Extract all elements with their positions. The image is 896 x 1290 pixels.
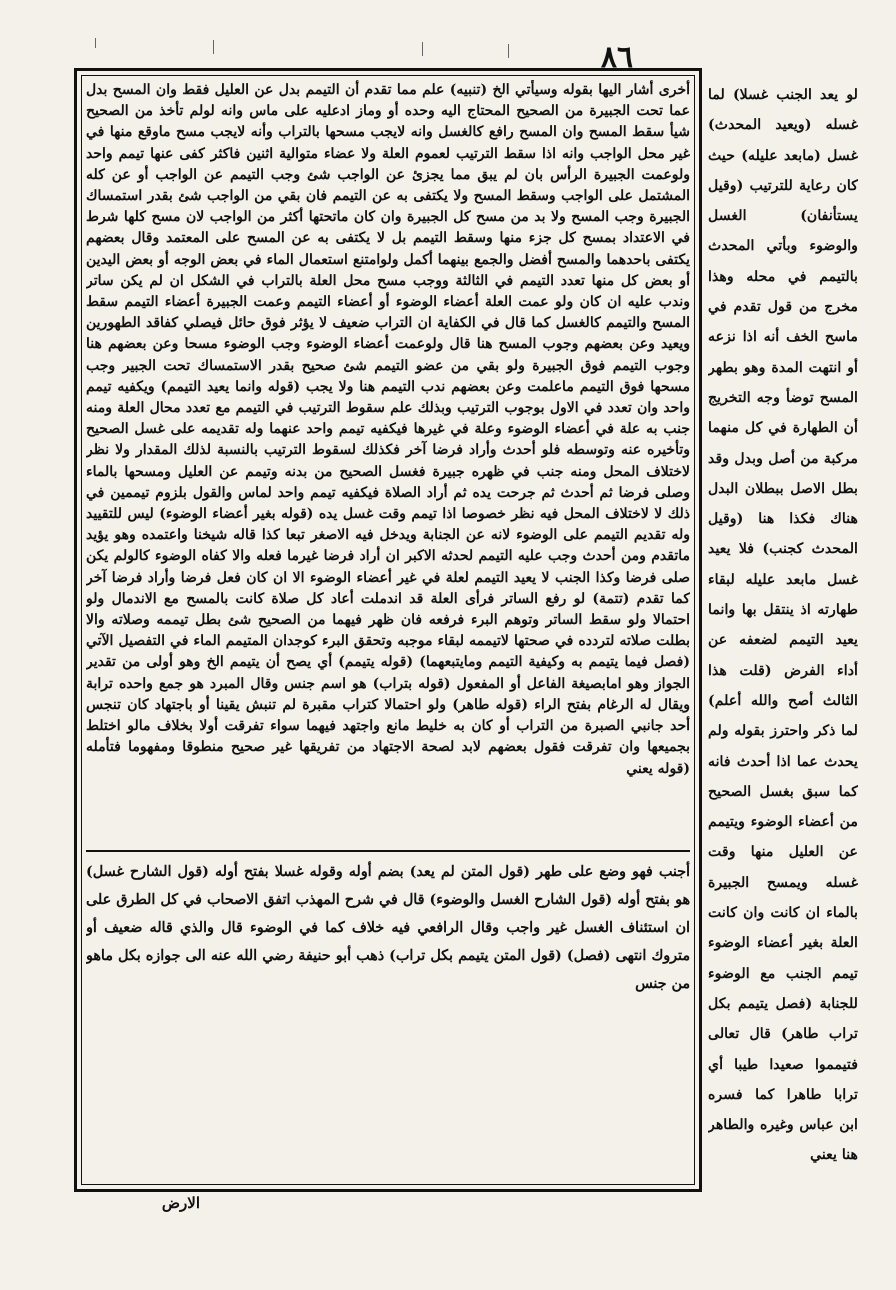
footnote-divider xyxy=(86,850,690,852)
main-commentary-text: أخرى أشار اليها بقوله وسيأتي الخ (تنبيه) علم مما تقدم أن التيمم بدل عن العليل فقط وان المسح بدل عما تحت الجبيرة من الصحيح المحتاج اليه وحده أو وماز ادعليه على ماس وانه لولم تأخذ من الصحيح شيأ سقط المسح وان المسح رافع كالغسل وانه لايجب مسحها بالتراب وأنه لايجب مسح ماوقع منها في غير محل الواجب وانه اذا سقط الترتيب لعموم العلة ولا عضاء متوالية اثنين فاكثر كفى عنها تيمم واحد ولوعمت الجبيرة الرأس بان لم يبق مما يجزئ عن الواجب شئ وجب التيمم عن الواجب أو عن كله المشتمل على الواجب وسقط المسح ولا يكتفى به عن التيمم فان بقي من الواجب شئ بقدر استمساك الجبيرة وجب المسح ولا بد من مسح كل الجبيرة وان كان ماتحتها أكثر من الواجب لان مسح كلها شرط في الاعتداد بمسح كل جزء منها وسقط التيمم بل لا يكتفى به عن المسح على المعتمد وقال بعضهم يكتفى باحدهما والمسح أفضل والجمع بينهما أكمل ولوامتنع استعمال الماء في بعض الوجه أو بعض اليدين أو بعض كل منها تعدد التيمم في الثالثة ووجب مسح محل العلة بالتراب في الشكل ان لم يكن ساتر وندب عليه ان كان ولو عمت العلة أعضاء الوضوء أو أعضاء التيمم وعمت الجبيرة أعضاء التيمم سقط المسح والتيمم كالغسل كما قال في الكفاية ان التراب ضعيف لا يؤثر فوق حائل فيصلي كفاقد الطهورين ويعيد وعن بعضهم وجوب المسح هنا قال ولوعمت أعضاء الوضوء وجب الوضوء مسحا وعن بعضهم هنا وجوب التيمم فوق الجبيرة ولو بقي من عضو التيمم شئ صحيح بقدر الاستمساك تحت الجبير وجب مسحها فوق التيمم ماعلمت وعن بعضهم ندب التيمم هنا ولا يجب (قوله وانما يعيد التيمم) ويكفيه تيمم واحد وان تعدد في الاول بوجوب الترتيب وبذلك علم سقوط الترتيب في التيمم مع تعدد محال العلة ومنه جنب به علة في أعضاء الوضوء وعلة في غيرها فيكفيه تيمم واحد عنهما وله تقديمه على غسل الصحيح وتأخيره عنه وتوسطه فلو أحدث وأراد فرضا آخر فكذلك لسقوط الترتيب بالنسبة لذلك المقدار ولا نظر لاختلاف المحل ومنه جنب في ظهره جبيرة فغسل الصحيح من بدنه وتيمم عن العليل ومسحها بالماء وصلى فرضا ثم أحدث ثم جرحت يده ثم أراد الصلاة فيكفيه تيمم واحد لماس والقول بلزوم تيممين في ذلك لا لاختلاف المحل فيه نظر خصوصا اذا تيمم وقت غسل يده (قوله بغير أعضاء الوضوء) ليس للتقييد وله تقديم التيمم على الوضوء لانه عن الجنابة ويدخل فيه الاصغر تبعا كذا قاله شيخنا واعتمده وهو يؤيد ماتقدم ومن أحدث وجب عليه التيمم لحدثه الاكبر ان أراد فرضا غيرما فعله والا كفاه الوضوء كالولم يكن صلى فرضا وكذا الجنب لا يعيد التيمم لعلة في غير أعضاء الوضوء الا ان كان فعل فرضا وأراد فرضا آخر كما تقدم (تتمة) لو رفع الساتر فرأى العلة قد اندملت أعاد كل صلاة كانت بالمسح مع الاندمال ولو احتمالا ولو سقط الساتر وتوهم البرء فرفعه فان ظهر فيهما من الصحيح شئ بطل تيممه وصلاته والا بطلت صلاته لتردده في صحتها لاتيممه لبقاء موجبه وتحقق البرء كوجدان المتيمم الماء في التفصيل الآتي (فصل فيما يتيمم به وكيفية التيمم ومايتبعهما) (قوله يتيمم) أي يصح أن يتيمم الخ وهو أولى من تقدير الجواز وهو امابصيغة الفاعل أو المفعول (قوله بتراب) هو اسم جنس وقال المبرد هو جمع واحده ترابة ويقال له الرغام بفتح الراء (قوله طاهر) ولو احتمالا كتراب مقبرة لم تنبش يقينا أو باجتهاد كان تنجس أحد جانبي الصبرة من التراب أو كان به خليط مانع واجتهد فيهما سواء تفرقت أولا بخلاف مالو اختلط بجميعها وان تفرقت فقول بعضهم لابد لصحة الاجتهاد من تفريقها غير صحيح منطوقا ومفهوما فتأمله (قوله يعني xyxy=(86,82,690,777)
margin-text-block xyxy=(708,80,858,1190)
catchword: الارض xyxy=(161,1194,200,1212)
footnote-text: أجنب فهو وضع على طهر (قول المتن لم يعد) بضم أوله وقوله غسلا بفتح أوله (قول الشارح غسل) هو بفتح أوله (قول الشارح الغسل والوضوء) قال في شرح المهذب اتفق الاصحاب في كل الطرق على ان استئناف الغسل غير واجب وقال الرافعي فيه خلاف كما في الوضوء قال والذي قاله ضعيف أو متروك انتهى (فصل) (قول المتن يتيمم بكل تراب) ذهب أبو حنيفة رضي الله عنه الى جوازه بكل ماهو من جنس xyxy=(86,864,690,992)
margin-text: لو يعد الجنب غسلا) لما غسله (ويعيد المحدث) غسل (مابعد عليله) حيث كان رعاية للترتيب (وقيل يستأنفان) الغسل والوضوء وبأتي المحدث بالتيمم في محله وهذا مخرج من قول تقدم في ماسح الخف أنه اذا نزعه أو انتهت المدة وهو بطهر المسح توضأ وجه التخريج أن الطهارة في كل منهما مركبة من أصل وبدل وقد بطل الاصل ببطلان البدل هناك فكذا هنا (وقيل المحدث كجنب) فلا يعيد غسل مابعد عليله لبقاء طهارته اذ ينتقل بها وانما يعيد التيمم لضعفه عن أداء الفرض (قلت هذا الثالث أصح والله أعلم) لما ذكر واحترز بقوله ولم يحدث عما اذا أحدث فانه كما سبق بغسل الصحيح من أعضاء الوضوء ويتيمم عن العليل منها وقت غسله ويمسح الجبيرة بالماء ان كانت وان كانت العلة بغير أعضاء الوضوء تيمم الجنب مع الوضوء للجنابة (فصل يتيمم بكل تراب طاهر) قال تعالى فتيمموا صعيدا طيبا أي ترابا طاهرا كما فسره ابن عباس وغيره والطاهر هنا يعني xyxy=(708,87,858,1164)
footnote-block xyxy=(86,858,690,1086)
main-commentary-block xyxy=(86,80,690,842)
margin-tick xyxy=(95,38,96,48)
page-number: ٨٦ xyxy=(600,40,634,75)
margin-tick xyxy=(508,44,509,58)
margin-tick xyxy=(422,42,423,56)
margin-tick xyxy=(213,40,214,54)
